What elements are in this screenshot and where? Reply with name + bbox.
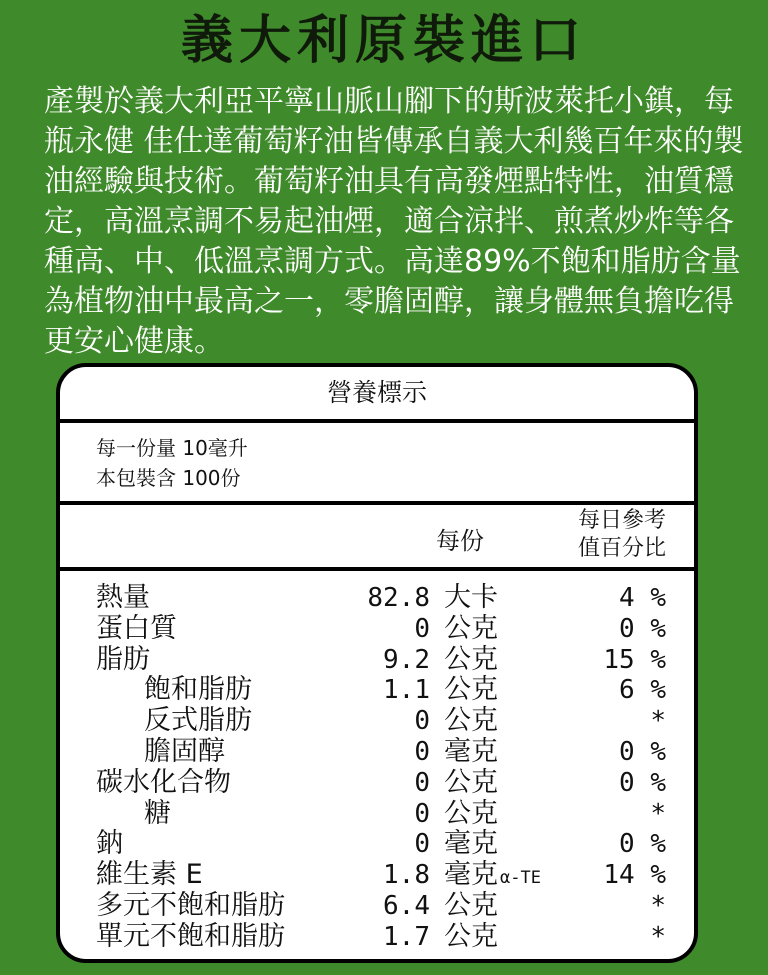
nutrient-row xyxy=(60,922,694,953)
nutrient-name: 脂肪 xyxy=(96,643,150,675)
nutrient-row xyxy=(60,675,694,706)
nutrient-row xyxy=(60,645,694,676)
nutrient-unit-text: 毫克 xyxy=(444,859,498,891)
nutrient-name: 多元不飽和脂肪 xyxy=(96,889,285,921)
nutrient-row xyxy=(60,891,694,922)
nutrient-unit: 大卡 xyxy=(444,582,498,613)
nutrient-name: 反式脂肪 xyxy=(144,705,252,737)
serving-size: 每一份量 10毫升 xyxy=(96,436,248,460)
nutrient-amount: 0 xyxy=(414,798,430,829)
nutrient-unit: 公克 xyxy=(444,612,498,644)
nutrient-row xyxy=(60,614,694,645)
nutrient-daily-percent: 6 % xyxy=(619,675,666,706)
per-serving-header: 每份 xyxy=(436,527,484,555)
nutrient-daily-percent: * xyxy=(650,706,666,737)
nutrient-daily-percent: * xyxy=(650,890,666,921)
daily-value-header-line2: 值百分比 xyxy=(577,536,666,561)
nutrient-row xyxy=(60,583,694,614)
nutrient-unit: 公克 xyxy=(444,705,498,737)
nutrient-name: 膽固醇 xyxy=(144,735,225,767)
nutrient-name: 蛋白質 xyxy=(96,612,177,644)
nutrient-row xyxy=(60,706,694,737)
nutrient-daily-percent: * xyxy=(650,921,666,952)
nutrient-daily-percent: 15 % xyxy=(603,644,666,675)
nutrient-amount: 9.2 xyxy=(383,644,430,675)
nutrient-name: 碳水化合物 xyxy=(96,766,231,798)
nutrient-daily-percent: 0 % xyxy=(619,767,666,798)
nutrient-unit: 公克 xyxy=(444,643,498,675)
nutrient-amount: 0 xyxy=(414,736,430,767)
nutrient-amount: 82.8 xyxy=(367,583,430,613)
nutrition-facts-panel xyxy=(56,363,698,963)
nutrient-amount: 1.1 xyxy=(383,675,430,706)
serving-info xyxy=(60,423,694,505)
servings-per-pack: 本包裝含 100份 xyxy=(96,466,241,490)
nutrient-daily-percent: 0 % xyxy=(619,829,666,860)
nutrient-amount: 0 xyxy=(414,829,430,860)
nutrient-unit-qualifier: α-TE xyxy=(500,868,541,889)
product-heading: 義大利原裝進口 xyxy=(180,10,587,71)
nutrient-unit xyxy=(444,860,541,894)
nutrient-row xyxy=(60,799,694,830)
nutrient-unit: 公克 xyxy=(444,889,498,921)
nutrient-amount: 0 xyxy=(414,706,430,737)
nutrient-amount: 1.7 xyxy=(383,921,430,952)
nutrient-name: 單元不飽和脂肪 xyxy=(96,920,285,952)
nutrient-daily-percent: 14 % xyxy=(603,860,666,891)
nutrient-name: 鈉 xyxy=(96,828,123,860)
nutrient-name: 維生素 E xyxy=(96,859,203,891)
nutrient-daily-percent: 4 % xyxy=(619,583,666,613)
nutrient-amount: 6.4 xyxy=(383,890,430,921)
nutrient-name: 飽和脂肪 xyxy=(144,674,252,706)
daily-value-header xyxy=(578,507,666,563)
nutrient-daily-percent: 0 % xyxy=(619,613,666,644)
nutrient-row xyxy=(60,829,694,860)
nutrient-rows xyxy=(60,571,694,953)
nutrient-name: 糖 xyxy=(144,797,171,829)
nutrient-amount: 0 xyxy=(414,613,430,644)
nutrient-amount: 1.8 xyxy=(383,860,430,891)
nutrient-row xyxy=(60,860,694,891)
nutrient-unit: 公克 xyxy=(444,920,498,952)
nutrient-unit: 公克 xyxy=(444,766,498,798)
nutrient-name: 熱量 xyxy=(96,582,150,613)
nutrient-row xyxy=(60,737,694,768)
column-header xyxy=(60,505,694,571)
nutrient-unit: 公克 xyxy=(444,674,498,706)
nutrient-row xyxy=(60,768,694,799)
nutrient-unit: 毫克 xyxy=(444,735,498,767)
product-description: 產製於義大利亞平寧山脈山腳下的斯波萊托小鎮，每瓶永健 佳仕達葡萄籽油皆傳承自義大利幾百年來的製油經驗與技術。葡萄籽油具有高發煙點特性，油質穩定，高溫烹調不易起油煙，適合涼拌、煎煮炒炸等各種高、中、低溫烹調方式。高達89%不飽和脂肪含量為植物油中最高之一，零膽固醇，讓身體無負擔吃得更安心健康。 xyxy=(44,84,744,359)
nutrient-unit: 毫克 xyxy=(444,828,498,860)
nutrient-daily-percent: * xyxy=(650,798,666,829)
nutrient-unit: 公克 xyxy=(444,797,498,829)
nutrient-amount: 0 xyxy=(414,767,430,798)
daily-value-header-line1: 每日參考 xyxy=(577,508,666,533)
nutrition-facts-title: 營養標示 xyxy=(60,367,694,423)
nutrient-daily-percent: 0 % xyxy=(619,736,666,767)
